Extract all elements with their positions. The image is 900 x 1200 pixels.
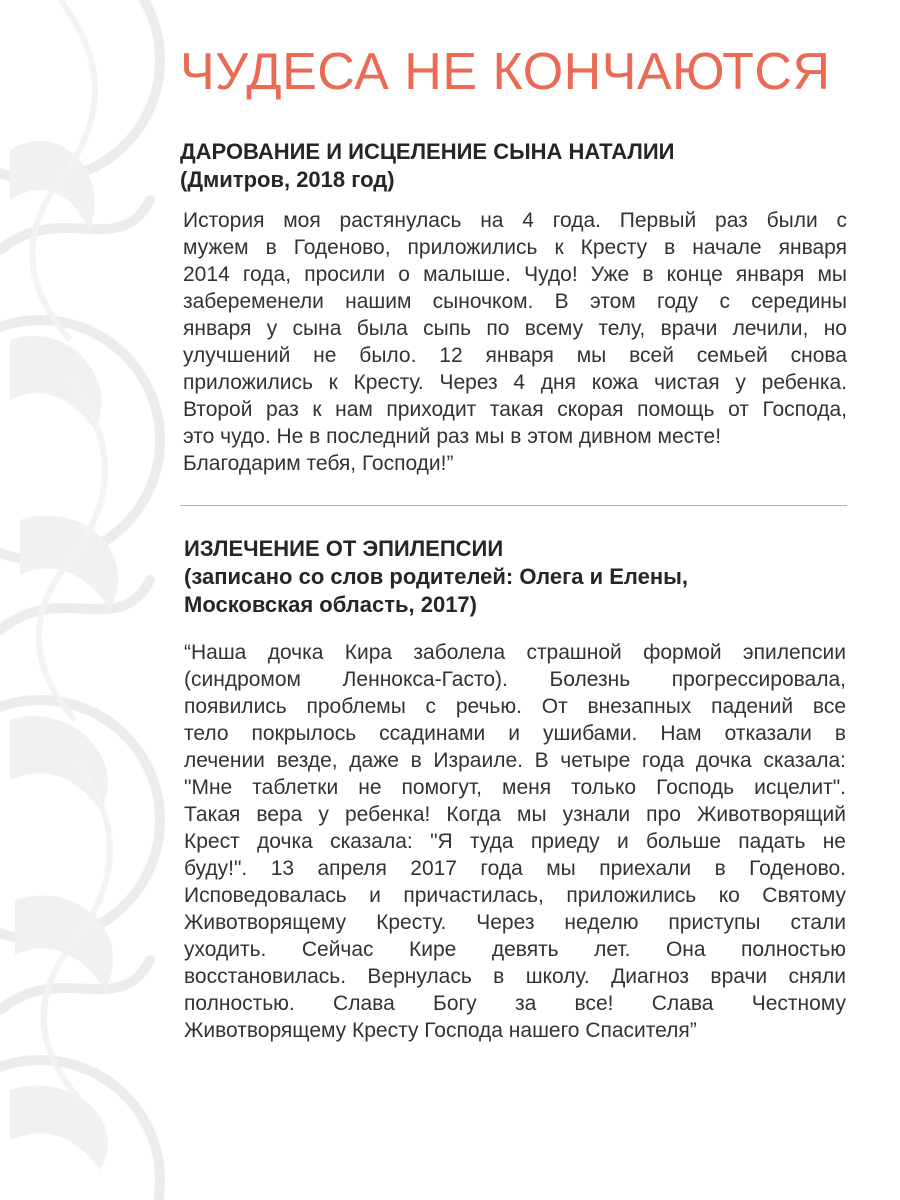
story-heading-line: ДАРОВАНИЕ И ИСЦЕЛЕНИЕ СЫНА НАТАЛИИ (180, 139, 675, 164)
story-line: улучшений не было. 12 января мы всей семьей снова (183, 344, 847, 367)
story-line: января у сына была сыпь по всему телу, врачи лечили, но (183, 317, 847, 340)
story-line: Благодарим тебя, Господи!” (183, 452, 454, 475)
story-line: восстановилась. Вернулась в школу. Диагноз врачи сняли (184, 965, 846, 988)
story-body (184, 639, 846, 1044)
story-line: Животворящему Кресту. Через неделю приступы стали (184, 911, 846, 934)
story-line: История моя растянулась на 4 года. Первый раз были с (183, 209, 847, 232)
story-line: Животворящему Кресту Господа нашего Спасителя” (184, 1019, 697, 1042)
story-line: Такая вера у ребенка! Когда мы узнали про Животворящий (184, 803, 846, 826)
story-line: Крест дочка сказала: "Я туда приеду и больше падать не (184, 830, 846, 853)
story-line: лечении везде, даже в Израиле. В четыре года дочка сказала: (184, 749, 846, 772)
story-line: Исповедовалась и причастилась, приложились ко Святому (184, 884, 846, 907)
story-heading-line: (записано со слов родителей: Олега и Елены, (184, 564, 689, 589)
story-line: буду!". 13 апреля 2017 года мы приехали в Годеново. (184, 857, 846, 880)
story-line: "Мне таблетки не помогут, меня только Господь исцелит". (184, 776, 846, 799)
story-line: Второй раз к нам приходит такая скорая помощь от Господа, (183, 398, 847, 421)
story-heading (180, 138, 674, 194)
story-heading-line: ИЗЛЕЧЕНИЕ ОТ ЭПИЛЕПСИИ (184, 536, 504, 561)
story-line: (синдромом Леннокса-Гасто). Болезнь прогрессировала, (184, 668, 846, 691)
story-line: полностью. Слава Богу за все! Слава Честному (184, 992, 846, 1015)
story-heading (184, 535, 688, 619)
story-line: забеременели нашим сыночком. В этом году с середины (183, 290, 847, 313)
story-line: мужем в Годеново, приложились к Кресту в начале января (183, 236, 847, 259)
story-line: тело покрылось ссадинами и ушибами. Нам отказали в (184, 722, 846, 745)
story-heading-line: Московская область, 2017) (184, 592, 477, 617)
section-divider (180, 505, 847, 506)
story-body (183, 207, 847, 477)
story-line: “Наша дочка Кира заболела страшной формой эпилепсии (184, 641, 846, 664)
story-line: 2014 года, просили о малыше. Чудо! Уже в конце января мы (183, 263, 847, 286)
story-line: это чудо. Не в последний раз мы в этом дивном месте! (183, 425, 722, 448)
story-line: уходить. Сейчас Кире девять лет. Она полностью (184, 938, 846, 961)
story-heading-line: (Дмитров, 2018 год) (180, 167, 395, 192)
story-line: появились проблемы с речью. От внезапных падений все (184, 695, 846, 718)
story-line: приложились к Кресту. Через 4 дня кожа чистая у ребенка. (183, 371, 847, 394)
page-title: ЧУДЕСА НЕ КОНЧАЮТСЯ (180, 43, 831, 101)
